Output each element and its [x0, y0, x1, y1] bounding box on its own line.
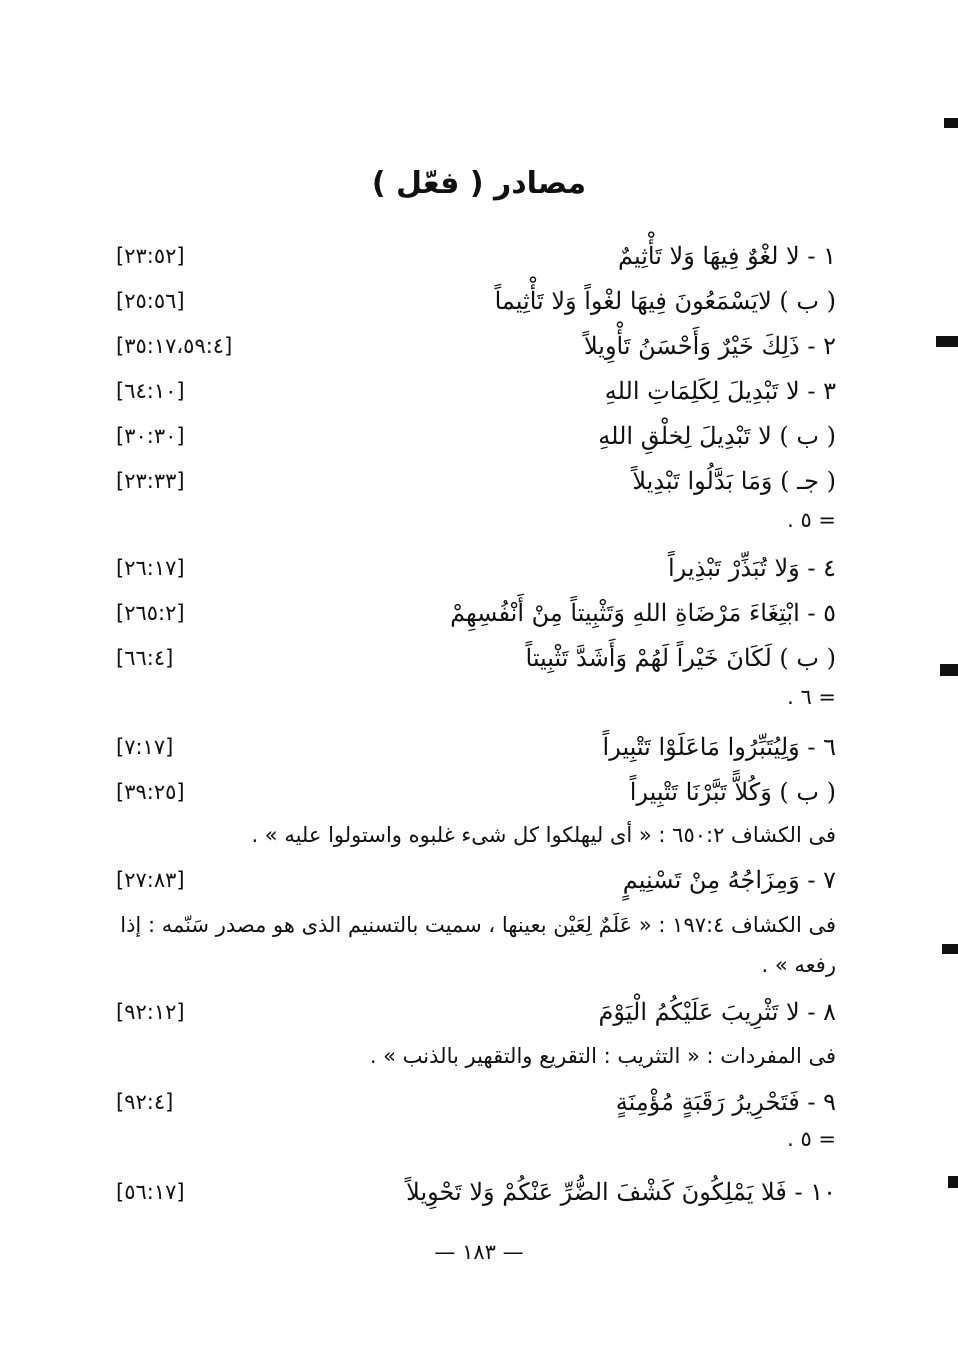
page-title: مصادر ( فعّل ) [371, 166, 587, 201]
verse-text: ( جـ ) وَمَا بَدَّلُوا تَبْدِيلاً [632, 467, 836, 495]
verse-reference: [٩٢:١٢] [116, 1000, 185, 1024]
entry-row [0, 461, 958, 501]
entry-row [0, 371, 958, 411]
verse-text: ( ب ) لا تَبْدِيلَ لِخلْقِ اللهِ [598, 422, 836, 450]
entry-row [0, 281, 958, 321]
verse-reference: [٦٤:١٠] [116, 379, 185, 403]
entry-row [0, 1172, 958, 1212]
verse-reference: [٧:١٧] [116, 735, 174, 759]
verse-reference: [٦٦:٤] [116, 646, 174, 670]
verse-text: ٥ - ابْتِغَاءَ مَرْضَاةِ اللهِ وَتَثْبِيتاً مِنْ أَنْفُسِهِمْ [450, 599, 836, 627]
commentary-note: فى الكشاف ١٩٧:٤ : « عَلَمٌ لِعَيْن بعينها ، سميت بالتسنيم الذى هو مصدر سَنّمه : إذا رفعه » . [120, 913, 836, 977]
verse-text: ( ب ) لايَسْمَعُونَ فِيهَا لغْواً وَلا تَأْثِيماً [494, 287, 836, 315]
scan-edge-mark [948, 1176, 958, 1188]
verse-text: ( ب ) وَكُلاًّ تَبَّرْنَا تَتْبِيراً [629, 778, 836, 806]
verse-reference: [٥٦:١٧] [116, 1180, 185, 1204]
verse-reference: [٢٦٥:٢] [116, 601, 185, 625]
verse-text: ( ب ) لَكَانَ خَيْراً لَهُمْ وَأَشَدَّ تَثْبِيتاً [525, 644, 836, 672]
verse-reference: [٣٩:٢٥] [116, 780, 185, 804]
verse-text: ١ - لا لغْوٌ فِيهَا وَلا تَأْثِيمٌ [617, 242, 836, 270]
scan-edge-mark [944, 118, 958, 128]
verse-text: ١٠ - فَلا يَمْلِكُونَ كَشْفَ الضُّرِّ عَنْكُمْ وَلا تَحْوِيلاً [406, 1178, 836, 1206]
entry-row [0, 593, 958, 633]
verse-reference: [٣٠:٣٠] [116, 424, 185, 448]
verse-text: ٩ - فَتَحْرِيرُ رَقَبَةٍ مُؤْمِنَةٍ [615, 1088, 836, 1116]
cross-reference-marker: = ٥ . [787, 1127, 836, 1151]
scan-edge-mark [942, 944, 958, 954]
entry-row [0, 416, 958, 456]
cross-reference-marker: = ٦ . [787, 685, 836, 709]
commentary-note: فى الكشاف ٦٥٠:٢ : « أى ليهلكوا كل شىء غلبوه واستولوا عليه » . [251, 823, 836, 847]
verse-reference: [٢٥:٥٦] [116, 289, 185, 313]
verse-text: ٧ - وَمِزَاجُهُ مِنْ تَسْنِيمٍ [622, 866, 836, 894]
page-number: — ١٨٣ — [434, 1240, 524, 1264]
verse-text: ٢ - ذَلِكَ خَيْرٌ وَأَحْسَنُ تَأْوِيلاً [583, 332, 836, 360]
entry-row [0, 638, 958, 678]
verse-reference: [٢٦:١٧] [116, 556, 185, 580]
entry-row [0, 727, 958, 767]
scan-edge-mark [936, 336, 958, 347]
entry-row [0, 548, 958, 588]
verse-text: ٣ - لا تَبْدِيلَ لِكَلِمَاتِ اللهِ [604, 377, 836, 405]
verse-reference: [٢٧:٨٣] [116, 868, 185, 892]
scan-edge-mark [940, 664, 958, 676]
verse-reference: [٢٣:٥٢] [116, 244, 185, 268]
entry-row [0, 1082, 958, 1122]
entry-row [0, 860, 958, 900]
entry-row [0, 236, 958, 276]
entry-row [0, 326, 958, 366]
verse-reference: [٩٢:٤] [116, 1090, 174, 1114]
entry-row [0, 772, 958, 812]
cross-reference-marker: = ٥ . [787, 508, 836, 532]
verse-text: ٦ - وَلِيُتَبِّرُوا مَاعَلَوْا تَتْبِيراً [602, 733, 836, 761]
commentary-note: فى المفردات : « التثريب : التقريع والتقهير بالذنب » . [369, 1044, 836, 1068]
entry-row [0, 992, 958, 1032]
verse-text: ٤ - وَلا تُبَذِّرْ تَبْذِيراً [667, 554, 836, 582]
verse-text: ٨ - لا تَثْرِيبَ عَلَيْكُمُ الْيَوْمَ [598, 998, 836, 1026]
verse-reference: [٣٥:١٧،٥٩:٤] [116, 334, 233, 358]
verse-reference: [٢٣:٣٣] [116, 469, 185, 493]
